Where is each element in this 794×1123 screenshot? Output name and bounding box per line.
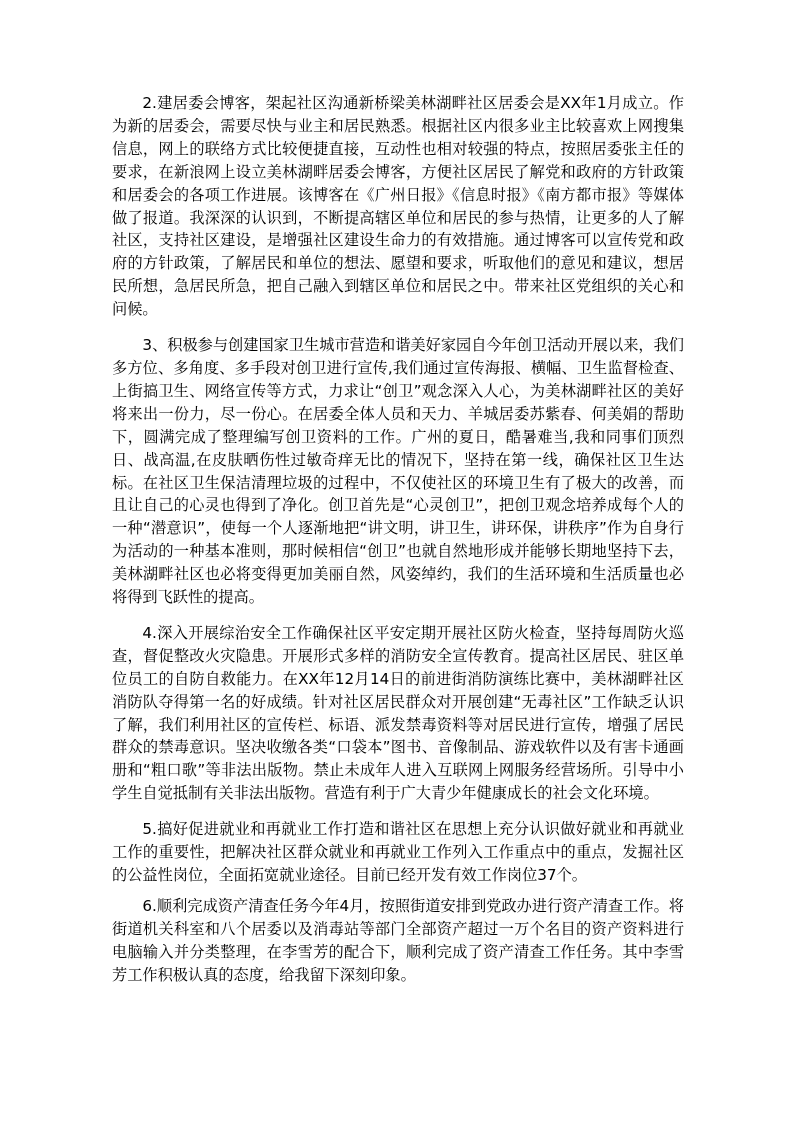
paragraph-asset-audit: 6.顺利完成资产清查任务今年4月，按照街道安排到党政办进行资产清查工作。将街道机关科室和八个居委以及消毒站等部门全部资产超过一万个名目的资产资料进行电脑输入并分类整理，在李雪芳的配合下，顺利完成了资产清查工作任务。其中李雪芳工作积极认真的态度，给我留下深刻印象。 — [112, 896, 684, 984]
paragraph-health-city: 3、积极参与创建国家卫生城市营造和谐美好家园自今年创卫活动开展以来，我们多方位、多角度、多手段对创卫进行宣传,我们通过宣传海报、横幅、卫生监督检查、上街搞卫生、网络宣传等方式，力求让“创卫”观念深入人心，为美林湖畔社区的美好将来出一份力，尽一份心。在居委全体人员和天力、羊城居委苏紫春、何美娟的帮助下，圆满完成了整理编写创卫资料的工作。广州的夏日，酷暑难当,我和同事们顶烈日、战高温,在皮肤晒伤性过敏奇痒无比的情况下，坚持在第一线，确保社区卫生达标。在社区卫生保洁清理垃圾的过程中，不仅使社区的环境卫生有了极大的改善，而且让自己的心灵也得到了净化。创卫首先是“心灵创卫”，把创卫观念培养成每个人的一种“潜意识”，使每一个人逐渐地把“讲文明，讲卫生，讲环保，讲秩序”作为自身行为活动的一种基本准则，那时候相信“创卫”也就自然地形成并能够长期地坚持下去，美林湖畔社区也必将变得更加美丽自然，风姿绰约，我们的生活环境和生活质量也必将得到飞跃性的提高。 — [112, 336, 684, 607]
paragraph-safety: 4.深入开展综治安全工作确保社区平安定期开展社区防火检查，坚持每周防火巡查，督促整改火灾隐患。开展形式多样的消防安全宣传教育。提高社区居民、驻区单位员工的自防自救能力。在XX年12月14日的前进街消防演练比赛中，美林湖畔社区消防队夺得第一名的好成绩。针对社区居民群众对开展创建“无毒社区”工作缺乏认识了解，我们利用社区的宣传栏、标语、派发禁毒资料等对居民进行宣传，增强了居民群众的禁毒意识。坚决收缴各类“口袋本”图书、音像制品、游戏软件以及有害卡通画册和“粗口歌”等非法出版物。禁止未成年人进入互联网上网服务经营场所。引导中小学生自觉抵制有关非法出版物。营造有利于广大青少年健康成长的社会文化环境。 — [112, 623, 684, 803]
paragraph-blog: 2.建居委会博客，架起社区沟通新桥梁美林湖畔社区居委会是XX年1月成立。作为新的居委会，需要尽快与业主和居民熟悉。根据社区内很多业主比较喜欢上网搜集信息，网上的联络方式比较便捷直接，互动性也相对较强的特点，按照居委张主任的要求，在新浪网上设立美林湖畔居委会博客，方便社区居民了解党和政府的方针政策和居委会的各项工作进展。该博客在《广州日报》《信息时报》《南方都市报》等媒体做了报道。我深深的认识到，不断提高辖区单位和居民的参与热情，让更多的人了解社区，支持社区建设，是增强社区建设生命力的有效措施。通过博客可以宣传党和政府的方针政策，了解居民和单位的想法、愿望和要求，听取他们的意见和建议，想居民所想，急居民所急，把自己融入到辖区单位和居民之中。带来社区党组织的关心和问候。 — [112, 94, 684, 319]
document-body — [112, 92, 684, 995]
paragraph-employment: 5.搞好促进就业和再就业工作打造和谐社区在思想上充分认识做好就业和再就业工作的重要性，把解决社区群众就业和再就业工作列入工作重点中的重点，发掘社区的公益性岗位，全面拓宽就业途径。目前已经开发有效工作岗位37个。 — [112, 820, 684, 884]
